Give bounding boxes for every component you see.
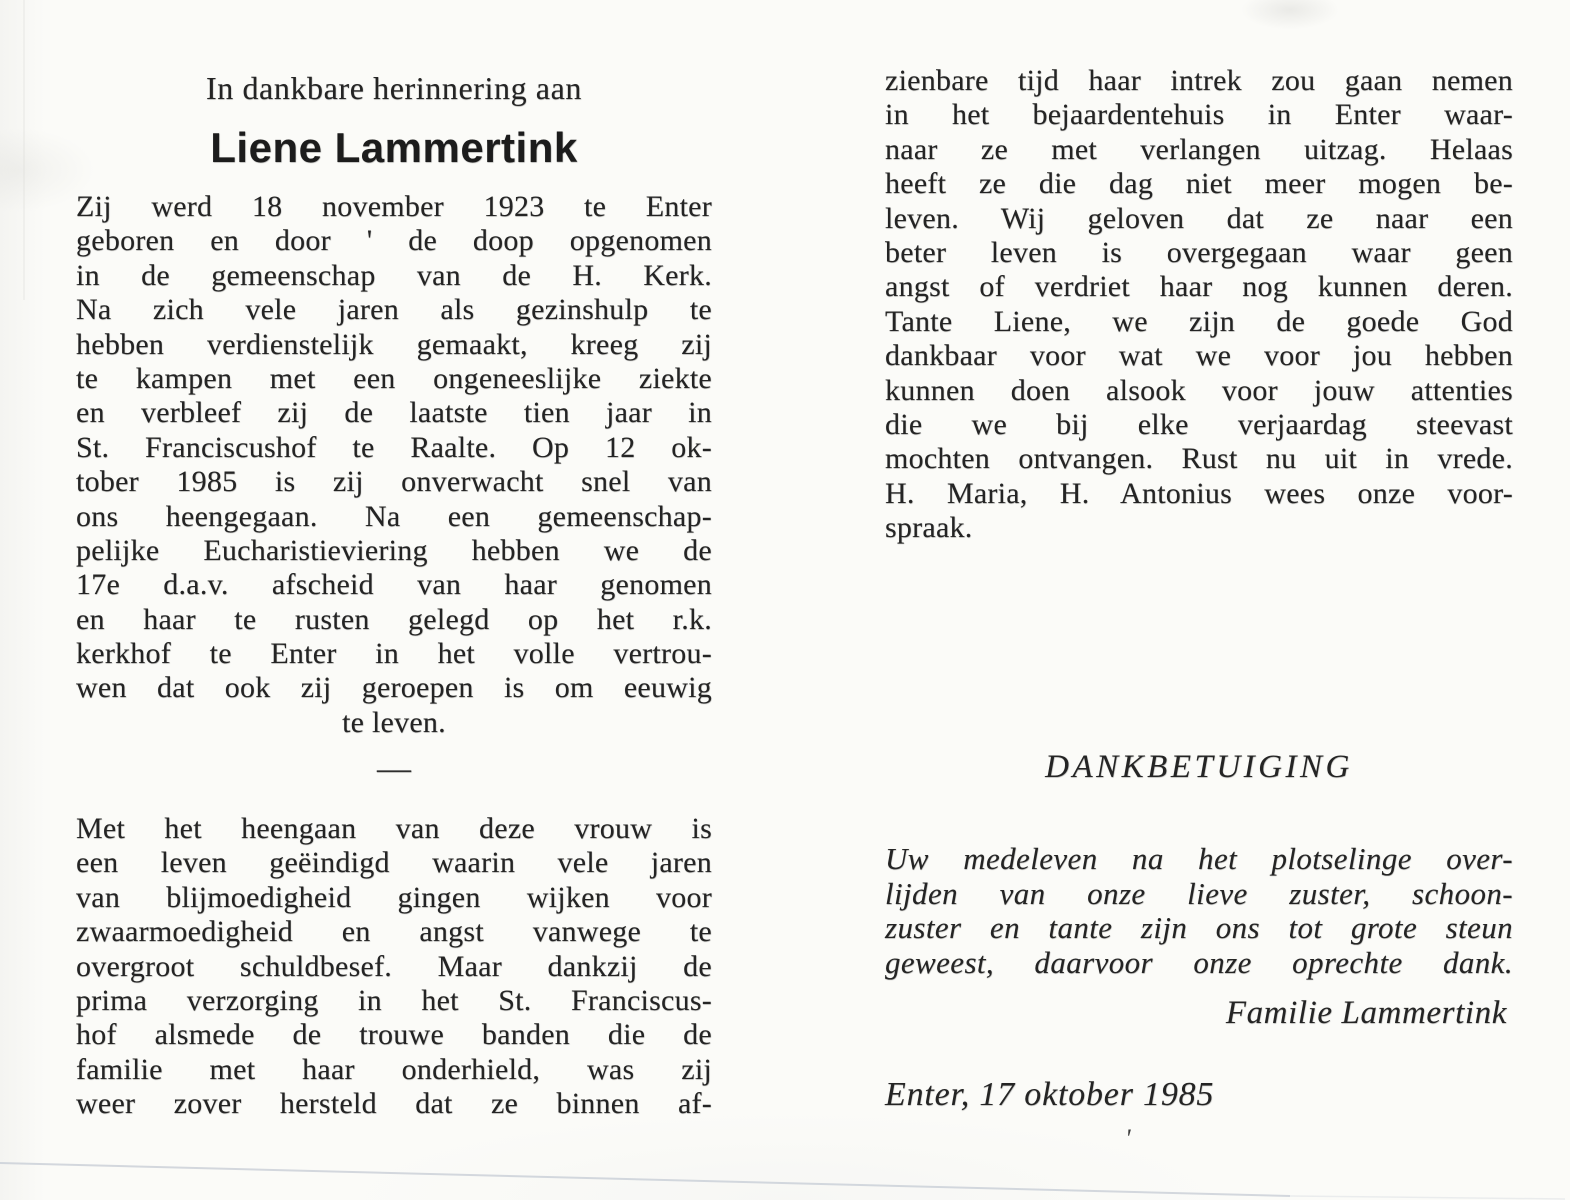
memorial-paragraph bbox=[76, 812, 712, 1122]
text-line: spraak. bbox=[885, 511, 973, 545]
text-line: Met het heengaan van deze vrouw is bbox=[76, 812, 712, 845]
text-line: Uw medeleven na het plotselinge over- bbox=[885, 841, 1513, 876]
section-divider-dash: — bbox=[377, 750, 411, 787]
text-line: zienbare tijd haar intrek zou gaan nemen bbox=[885, 64, 1513, 97]
text-line: te kampen met een ongeneeslijke ziekte bbox=[76, 361, 712, 395]
acknowledgement-paragraph bbox=[885, 842, 1513, 980]
text-line: familie met haar onderhield, was zij bbox=[76, 1052, 712, 1086]
continuation-paragraph bbox=[885, 64, 1513, 545]
text-line: tober 1985 is zij onverwacht snel van bbox=[76, 465, 712, 499]
biography-paragraph bbox=[76, 190, 712, 740]
text-line: geweest, daarvoor onze oprechte dank. bbox=[885, 944, 1513, 980]
text-line: te leven. bbox=[342, 705, 446, 739]
text-line: mochten ontvangen. Rust nu uit in vrede. bbox=[885, 442, 1513, 476]
text-line: lijden van onze lieve zuster, schoon- bbox=[885, 875, 1513, 911]
text-line: St. Franciscushof te Raalte. Op 12 ok- bbox=[76, 430, 712, 464]
text-line: beter leven is overgegaan waar geen bbox=[885, 235, 1513, 269]
family-signature: Familie Lammertink bbox=[1225, 995, 1507, 1031]
text-line: pelijke Eucharistieviering hebben we de bbox=[76, 533, 712, 567]
text-line: en verbleef zij de laatste tien jaar in bbox=[76, 396, 712, 430]
text-line: een leven geëindigd waarin vele jaren bbox=[76, 846, 712, 880]
text-line: wen dat ook zij geroepen is om eeuwig bbox=[76, 671, 712, 705]
text-line: geboren en door ' de doop opgenomen bbox=[76, 224, 712, 258]
text-line: weer zover hersteld dat ze binnen af- bbox=[76, 1087, 712, 1121]
intro-line: In dankbare herinnering aan bbox=[205, 70, 583, 106]
text-line: prima verzorging in het St. Franciscus- bbox=[76, 983, 712, 1017]
text-line: ons heengegaan. Na een gemeenschap- bbox=[76, 499, 712, 533]
text-line: leven. Wij geloven dat ze naar een bbox=[885, 201, 1513, 235]
text-line: die we bij elke verjaardag steevast bbox=[885, 407, 1513, 441]
text-line: angst of verdriet haar nog kunnen deren. bbox=[885, 270, 1513, 304]
text-line: kerkhof te Enter in het volle vertrou- bbox=[76, 637, 712, 671]
text-line: Zij werd 18 november 1923 te Enter bbox=[76, 190, 712, 223]
text-line: in het bejaardentehuis in Enter waar- bbox=[885, 98, 1513, 132]
text-line: hebben verdienstelijk gemaakt, kreeg zij bbox=[76, 327, 712, 361]
text-line: 17e d.a.v. afscheid van haar genomen bbox=[76, 568, 712, 602]
acknowledgement-heading: DANKBETUIGING bbox=[1045, 749, 1353, 785]
text-line: zuster en tante zijn ons tot grote steun bbox=[885, 910, 1513, 946]
deceased-name: Liene Lammertink bbox=[210, 124, 578, 171]
text-line: Tante Liene, we zijn de goede God bbox=[885, 304, 1513, 338]
text-line: in de gemeenschap van de H. Kerk. bbox=[76, 258, 712, 292]
text-line: dankbaar voor wat we voor jou hebben bbox=[885, 339, 1513, 373]
text-line: kunnen doen alsook voor jouw attenties bbox=[885, 373, 1513, 407]
text-line: heeft ze die dag niet meer mogen be- bbox=[885, 167, 1513, 201]
text-line: van blijmoedigheid gingen wijken voor bbox=[76, 880, 712, 914]
text-line: overgroot schuldbesef. Maar dankzij de bbox=[76, 949, 712, 983]
text-line: hof alsmede de trouwe banden die de bbox=[76, 1018, 712, 1052]
text-line: H. Maria, H. Antonius wees onze voor- bbox=[885, 476, 1513, 510]
text-line: Na zich vele jaren als gezinshulp te bbox=[76, 293, 712, 327]
place-date-line: Enter, 17 oktober 1985 bbox=[885, 1076, 1215, 1113]
scan-speck: ' bbox=[1125, 1124, 1131, 1153]
text-line: zwaarmoedigheid en angst vanwege te bbox=[76, 915, 712, 949]
text-line: en haar te rusten gelegd op het r.k. bbox=[76, 602, 712, 636]
text-line: naar ze met verlangen uitzag. Helaas bbox=[885, 132, 1513, 166]
